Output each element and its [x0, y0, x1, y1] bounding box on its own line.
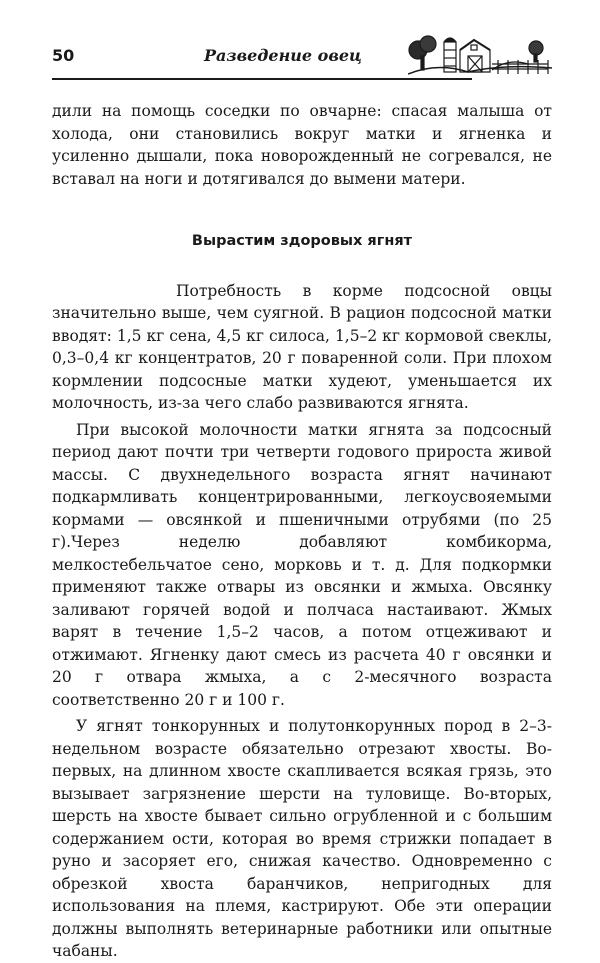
page-text: [52, 100, 552, 963]
header-rule: [52, 78, 472, 80]
paragraph-feeding-needs: Потребность в корме подсосной овцы значительно выше, чем суягной. В рацион подсосной матки вводят: 1,5 кг сена, 4,5 кг силоса, 1,5–2 кг кормовой свеклы, 0,3–0,4 кг концентратов, 20 г поваренной соли. При плохом кормлении подсосные матки худеют, уменьшается их молочность, из-за чего слабо развиваются ягнята.: [52, 281, 552, 412]
page-number: 50: [52, 46, 75, 65]
section-heading: Вырастим здоровых ягнят: [191, 233, 413, 249]
paragraph-tail-docking: У ягнят тонкорунных и полутонкорунных пород в 2–3-недельном возрасте обязательно отрезают хвосты. Во-первых, на длинном хвосте скапливается всякая грязь, это вызывает загрязнение шерсти на туловище. Во-вторых, шерсть на хвосте бывает сильно огрубленной и с большим содержанием ости, которая во время стрижки попадает в руно и засоряет его, снижая качество. Одновременно с обрезкой хвоста баранчиков, непригодных для использования на племя, кастрируют. Обе эти операции должны выполнять ветеринарные работники или опытные чабаны.: [52, 717, 552, 960]
paragraph-supplementary-feeding: При высокой молочности матки ягнята за подсосный период дают почти три четверти годового прироста живой массы. С двухнедельного возраста ягнят начинают подкармливать концентрированными, легкоусвояемыми кормами — овсянкой и пшеничными отрубями (по 25 г).Через неделю добавляют комбикорма, мелкостебельчатое сено, морковь и т. д. Для подкормки применяют также отвары из овсянки и жмыха. Овсянку заливают горячей водой и полчаса настаивают. Жмых варят в течение 1,5–2 часов, а потом отцеживают и отжимают. Ягненку дают смесь из расчета 40 г овсянки и 20 г отвара жмыха, а с 2-месячного возраста соответственно 20 г и 100 г.: [52, 420, 552, 709]
farm-vignette-icon: [408, 34, 552, 78]
intro-paragraph: дили на помощь соседки по овчарне: спасая малыша от холода, они становились вокруг матки и ягненка и усиленно дышали, пока новорожденный не согревался, не вставал на ноги и дотягивался до вымени матери.: [52, 102, 552, 188]
running-title: Разведение овец: [204, 46, 362, 65]
page-header: [52, 34, 552, 86]
